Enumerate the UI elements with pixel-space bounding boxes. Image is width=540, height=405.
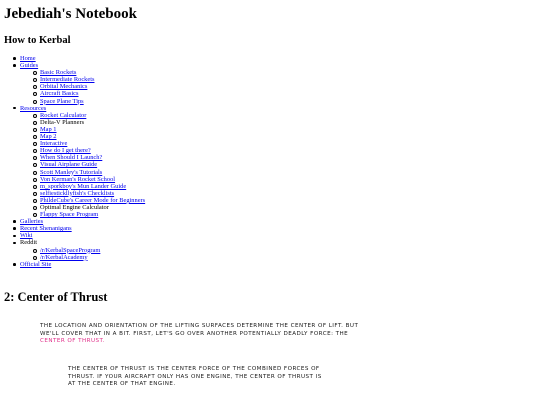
section-heading: 2: Center of Thrust [4,290,108,304]
nav-link-when-should-i-launch[interactable]: When Should I Launch? [40,154,103,162]
nav-link-space-plane-tips[interactable]: Space Plane Tips [40,97,84,105]
nav-subitem [32,112,145,119]
nav-subitem [32,254,145,261]
nav-item-recent [12,225,145,232]
nav-link-map-1[interactable]: Map 1 [40,125,57,133]
nav-item-official-site [12,261,145,268]
guides-submenu [20,69,145,104]
nav-link-galleries[interactable]: Galleries [20,218,44,226]
nav-subitem [32,98,145,105]
main-nav [12,55,145,268]
nav-subitem [32,197,145,204]
nav-item-reddit [12,239,145,260]
nav-link-how-do-i-get-there[interactable]: How do I get there? [40,147,91,155]
nav-subitem [32,90,145,97]
nav-link-career-mode-beginners[interactable]: PhildeCube's Career Mode for Beginners [40,196,146,204]
nav-item-galleries [12,218,145,225]
site-title: Jebediah's Notebook [4,6,137,22]
nav-link-home[interactable]: Home [20,55,36,62]
nav-link-interactive[interactable]: Interactive [40,140,68,148]
nav-link-scott-manley-tutorials[interactable]: Scott Manley's Tutorials [40,168,103,176]
nav-item-guides [12,62,145,105]
nav-link-guides[interactable]: Guides [20,62,39,70]
nav-link-rocket-calculator[interactable]: Rocket Calculator [40,111,87,119]
nav-item-resources [12,105,145,219]
nav-link-visual-airplane-guide[interactable]: Visual Airplane Guide [40,161,98,169]
nav-link-flappy-space-program[interactable]: Flappy Space Program [40,211,99,219]
nav-link-aircraft-basics[interactable]: Aircraft Basics [40,90,79,98]
nav-subitem [32,211,145,218]
nav-link-resources[interactable]: Resources [20,104,47,112]
nav-subitem [32,126,145,133]
nav-subitem [32,119,145,126]
reddit-submenu [20,247,145,261]
nav-link-map-2[interactable]: Map 2 [40,133,57,141]
nav-link-intermediate-rockets[interactable]: Intermediate Rockets [40,76,95,84]
nav-subitem [32,69,145,76]
nav-link-official-site[interactable]: Official Site [20,260,52,268]
nav-item-home [12,55,145,62]
nav-link-basic-rockets[interactable]: Basic Rockets [40,69,77,77]
nav-subitem [32,133,145,140]
nav-subitem [32,204,145,211]
comic-line: THRUST. IF YOUR AIRCRAFT ONLY HAS ONE ENGINE, THE CENTER OF THRUST IS [68,373,322,380]
nav-link-r-kerbalspaceprogram[interactable]: /r/KerbalSpaceProgram [40,246,101,254]
nav-subitem [32,154,145,161]
nav-link-checklists[interactable]: selfiestickllyfish's Checklists [40,189,115,197]
nav-link-wiki[interactable]: Wiki [20,232,33,240]
nav-subitem [32,83,145,90]
nav-label-reddit: Reddit [20,239,38,247]
nav-subitem [32,183,145,190]
page-title: How to Kerbal [4,35,71,46]
nav-list [12,55,145,268]
nav-label-delta-v-planners: Delta-V Planners [40,118,85,126]
nav-link-von-kerman-rocket-school[interactable]: Von Kerman's Rocket School [40,175,116,183]
nav-link-orbital-mechanics[interactable]: Orbital Mechanics [40,83,88,91]
comic-caption-1 [40,323,410,346]
nav-subitem [32,140,145,147]
nav-subitem [32,76,145,83]
nav-label-optimal-engine-calculator: Optimal Engine Calculator [40,203,109,211]
nav-subitem [32,147,145,154]
resources-submenu [20,112,145,218]
nav-subitem [32,190,145,197]
comic-line: WE'LL COVER THAT IN A BIT. FIRST, LET'S GO OVER ANOTHER POTENTIALLY DEADLY FORCE: THE [40,330,349,337]
nav-link-recent-shenanigans[interactable]: Recent Shenanigans [20,225,72,233]
nav-subitem [32,176,145,183]
comic-highlight: CENTER OF THRUST. [40,338,105,345]
nav-subitem [32,247,145,254]
comic-caption-2 [68,366,398,389]
nav-link-r-kerbalacademy[interactable]: /r/KerbalAcademy [40,253,88,261]
comic-line: AT THE CENTER OF THAT ENGINE. [68,381,176,388]
nav-subitem [32,169,145,176]
comic-line: THE CENTER OF THRUST IS THE CENTER FORCE OF THE COMBINED FORCES OF [68,366,320,372]
comic-line: THE LOCATION AND ORIENTATION OF THE LIFTING SURFACES DETERMINE THE CENTER OF LIFT. BUT [40,323,359,329]
nav-subitem [32,161,145,168]
nav-link-mun-lander-guide[interactable]: m_sporkboy's Mun Lander Guide [40,182,127,190]
nav-item-wiki [12,232,145,239]
